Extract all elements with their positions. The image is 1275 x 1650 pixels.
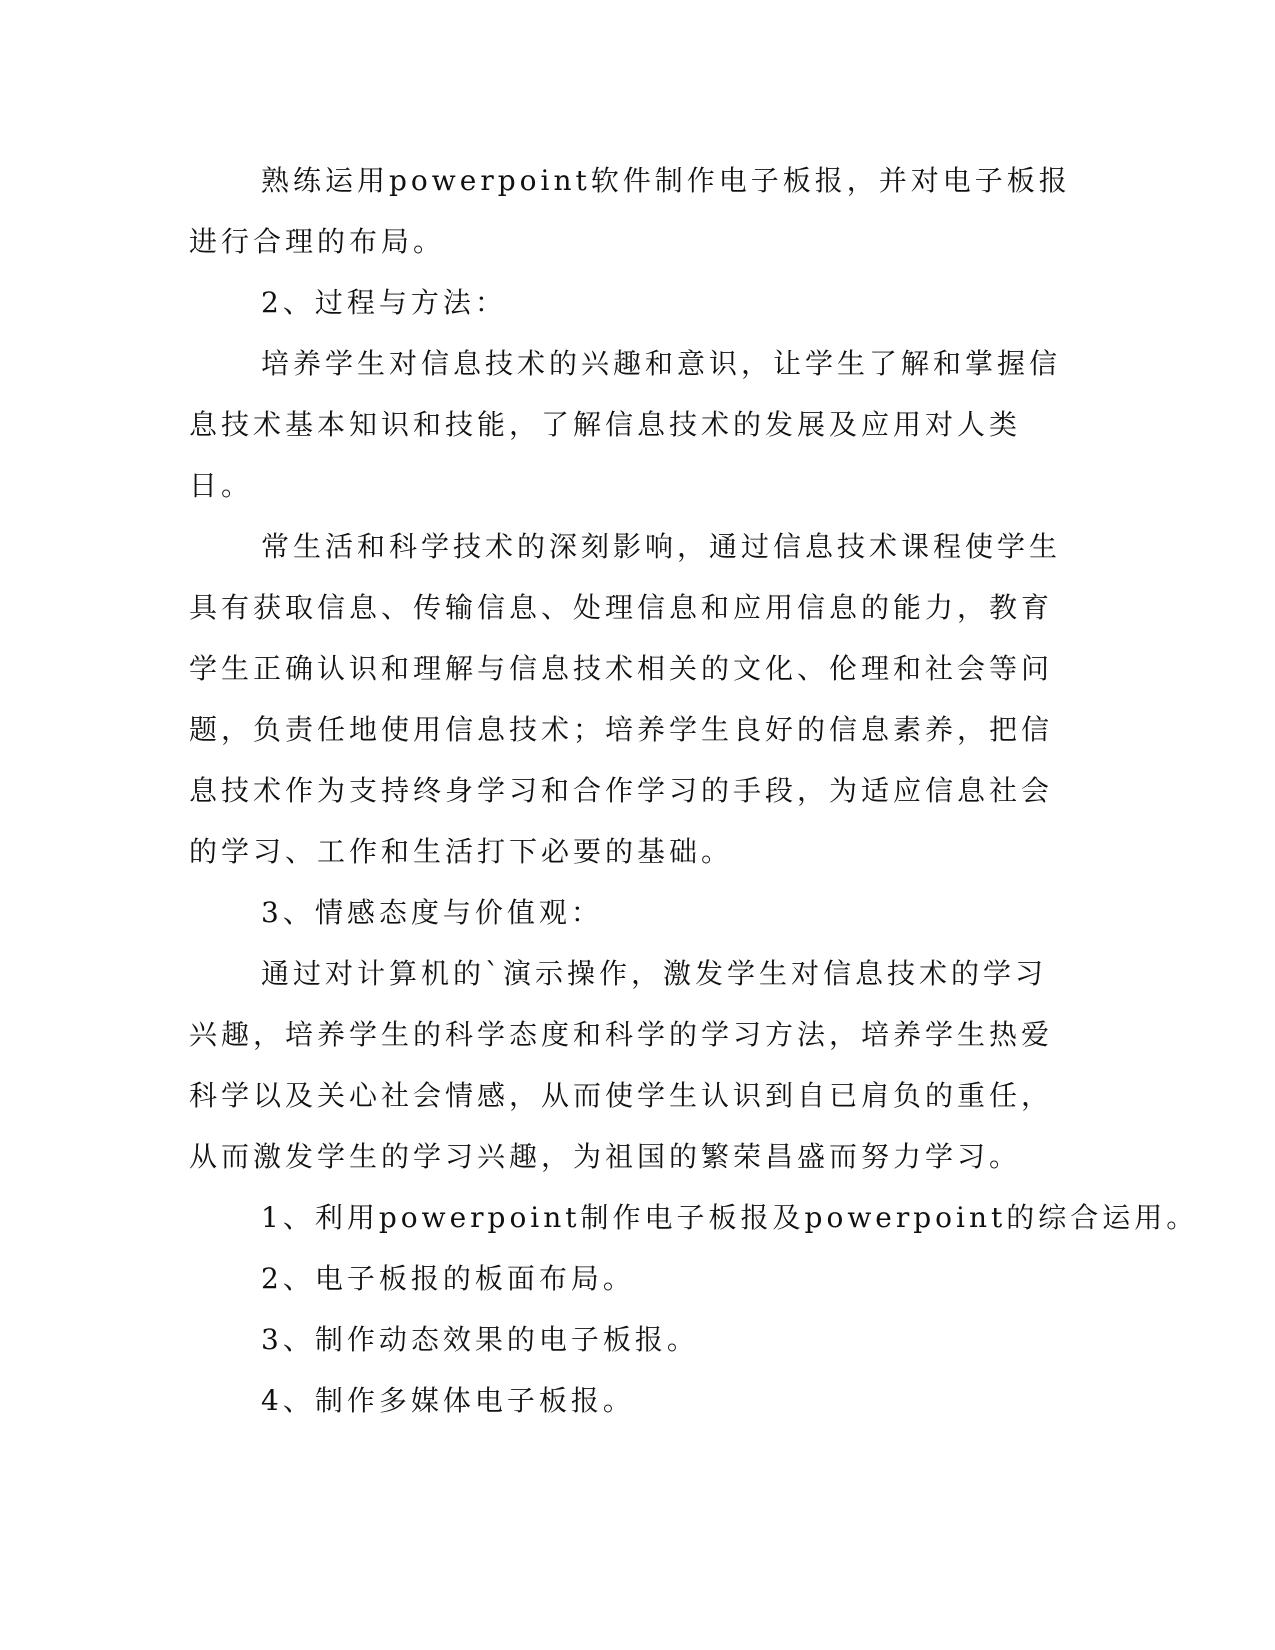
paragraph-powerpoint-skill: 熟练运用powerpoint软件制作电子板报，并对电子板报进行合理的布局。 <box>189 164 1071 258</box>
heading-emotion-attitude-values: 3、情感态度与价值观： <box>261 896 603 929</box>
list-item-4: 4、制作多媒体电子板报。 <box>261 1384 635 1417</box>
document-body <box>189 150 1199 1431</box>
paragraph-learning-interest: 通过对计算机的`演示操作，激发学生对信息技术的学习兴趣，培养学生的科学态度和科学的学习方法，培养学生热爱科学以及关心社会情感，从而使学生认识到自已肩负的重任，从而激发学生的学习兴趣，为祖国的繁荣昌盛而努力学习。 <box>189 957 1054 1173</box>
heading-process-method: 2、过程与方法： <box>261 286 507 319</box>
list-item-1: 1、利用powerpoint制作电子板报及powerpoint的综合运用。 <box>261 1201 1199 1234</box>
paragraph-interest-awareness: 培养学生对信息技术的兴趣和意识，让学生了解和掌握信息技术基本知识和技能，了解信息技术的发展及应用对人类日。 <box>189 347 1062 502</box>
list-item-3: 3、制作动态效果的电子板报。 <box>261 1323 699 1356</box>
paragraph-daily-life-impact: 常生活和科学技术的深刻影响，通过信息技术课程使学生具有获取信息、传输信息、处理信息和应用信息的能力，教育学生正确认识和理解与信息技术相关的文化、伦理和社会等问题，负责任地使用信息技术；培养学生良好的信息素养，把信息技术作为支持终身学习和合作学习的手段，为适应信息社会的学习、工作和生活打下必要的基础。 <box>189 530 1062 868</box>
list-item-2: 2、电子板报的板面布局。 <box>261 1262 635 1295</box>
